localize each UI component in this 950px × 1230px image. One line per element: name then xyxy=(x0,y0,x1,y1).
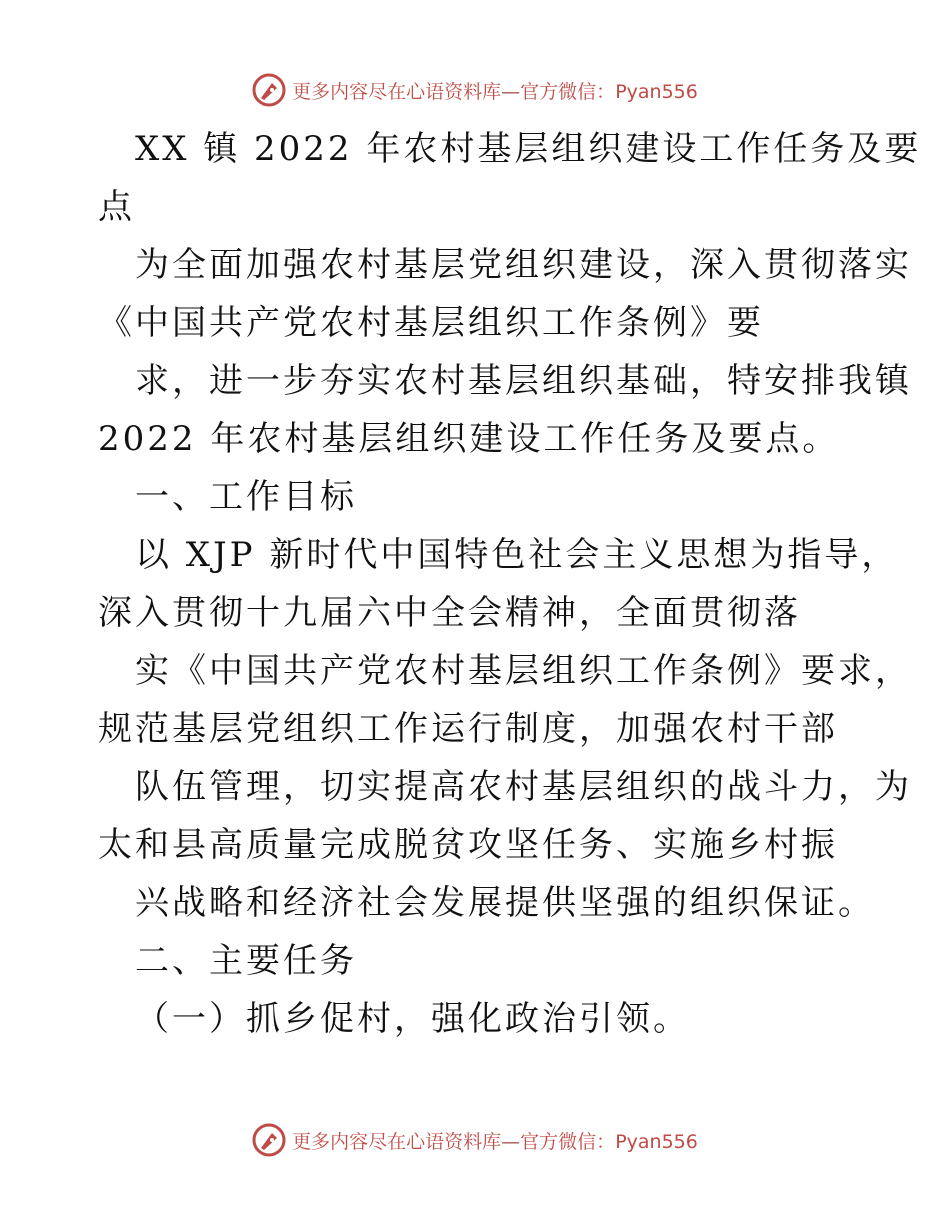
paragraph-line: 求，进一步夯实农村基层组织基础，特安排我镇 xyxy=(135,361,912,401)
title-line-2: 点 xyxy=(98,187,135,227)
watermark-wechat-id: Pyan556 xyxy=(615,1130,698,1153)
paragraph-line: 2022 年农村基层组织建设工作任务及要点。 xyxy=(98,419,840,459)
watermark-wechat-id: Pyan556 xyxy=(615,80,698,103)
paragraph-line: 为全面加强农村基层党组织建设，深入贯彻落实 xyxy=(135,245,912,285)
watermark-text xyxy=(292,77,698,104)
paragraph-line: 太和县高质量完成脱贫攻坚任务、实施乡村振 xyxy=(98,825,838,865)
paragraph-line: 实《中国共产党农村基层组织工作条例》要求， xyxy=(135,651,912,691)
watermark-separator: — xyxy=(501,1130,521,1153)
watermark-text xyxy=(292,1127,698,1154)
section-heading: 二、主要任务 xyxy=(135,941,357,981)
paragraph-line: 《中国共产党农村基层组织工作条例》要 xyxy=(98,303,764,343)
watermark-main: 更多内容尽在心语资料库 xyxy=(292,80,502,103)
watermark-separator: — xyxy=(501,80,521,103)
paragraph-line: 规范基层党组织工作运行制度，加强农村干部 xyxy=(98,709,838,749)
paragraph-line: 兴战略和经济社会发展提供坚强的组织保证。 xyxy=(135,883,875,923)
header-watermark xyxy=(0,70,950,110)
title-line-1: XX 镇 2022 年农村基层组织建设工作任务及要 xyxy=(135,129,922,169)
subsection-heading: （一）抓乡促村，强化政治引领。 xyxy=(135,999,690,1039)
watermark-suffix: 官方微信： xyxy=(520,80,616,103)
pen-nib-logo-icon xyxy=(252,73,286,107)
paragraph-line: 以 XJP 新时代中国特色社会主义思想为指导， xyxy=(135,535,899,575)
section-heading: 一、工作目标 xyxy=(135,477,357,517)
paragraph-line: 队伍管理，切实提高农村基层组织的战斗力，为 xyxy=(135,767,912,807)
footer-watermark xyxy=(0,1120,950,1160)
paragraph-line: 深入贯彻十九届六中全会精神，全面贯彻落 xyxy=(98,593,801,633)
watermark-suffix: 官方微信： xyxy=(520,1130,616,1153)
pen-nib-logo-icon xyxy=(252,1123,286,1157)
watermark-main: 更多内容尽在心语资料库 xyxy=(292,1130,502,1153)
